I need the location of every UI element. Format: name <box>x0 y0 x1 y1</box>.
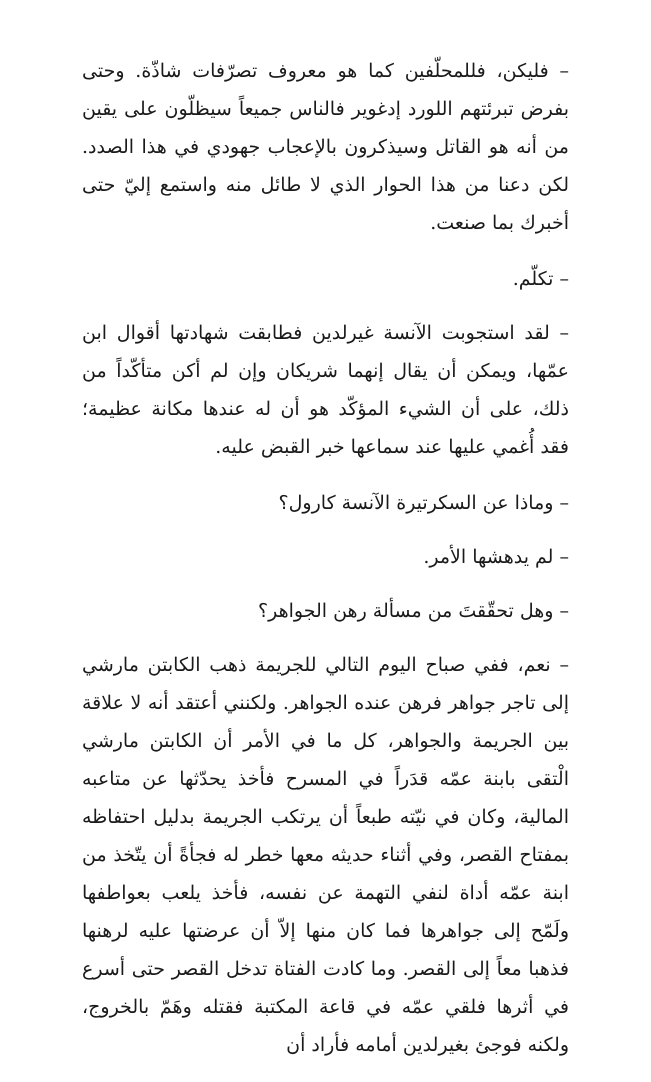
book-page <box>82 52 569 1082</box>
paragraph-1: – فليكن، فللمحلّفين كما هو معروف تصرّفات شاذّة. وحتى بفرض تبرئتهم اللورد إدغوير فالناس جميعاً سيظلّون على يقين من أنه هو القاتل وسيذكرون بالإعجاب جهودي في هذا الصدد. لكن دعنا من هذا الحوار الذي لا طائل منه واستمع إليّ حتى أخبرك بما صنعت. <box>82 60 569 234</box>
paragraph-6: – وهل تحقّقتَ من مسألة رهن الجواهر؟ <box>258 600 569 622</box>
paragraph-3: – لقد استجوبت الآنسة غيرلدين فطابقت شهادتها أقوال ابن عمّها، ويمكن أن يقال إنهما شريكان وإن لم أكن متأكّداً من ذلك، على أن الشيء المؤكّد هو أن له عندها مكانة عظيمة؛ فقد أُغمي عليها عند سماعها خبر القبض عليه. <box>82 322 569 458</box>
paragraph-5: – لم يدهشها الأمر. <box>423 546 569 568</box>
paragraph-7: – نعم، ففي صباح اليوم التالي للجريمة ذهب الكابتن مارشي إلى تاجر جواهر فرهن عنده الجواهر. ولكنني أعتقد أنه لا علاقة بين الجريمة والجواهر، كل ما في الأمر أن الكابتن مارشي الْتقى بابنة عمّه قدَراً في المسرح فأخذ يحدّثها عن متاعبه المالية، وكان في نيّته طبعاً أن يرتكب الجريمة بدليل احتفاظه بمفتاح القصر، وفي أثناء حديثه معها خطر له فجأةً أن يتّخذ من ابنة عمّه أداة لنفي التهمة عن نفسه، فأخذ يلعب بعواطفها ولَمّح إلى جواهرها فما كان منها إلاّ أن عرضتها عليه لرهنها فذهبا معاً إلى القصر. وما كادت الفتاة تدخل القصر حتى أسرع في أثرها فلقي عمّه في قاعة المكتبة فقتله وهَمّ بالخروج، ولكنه فوجئ بغيرلدين أمامه فأراد أن <box>82 654 569 1056</box>
paragraph-2: – تكلّم. <box>512 268 569 290</box>
paragraph-4: – وماذا عن السكرتيرة الآنسة كارول؟ <box>278 492 569 514</box>
